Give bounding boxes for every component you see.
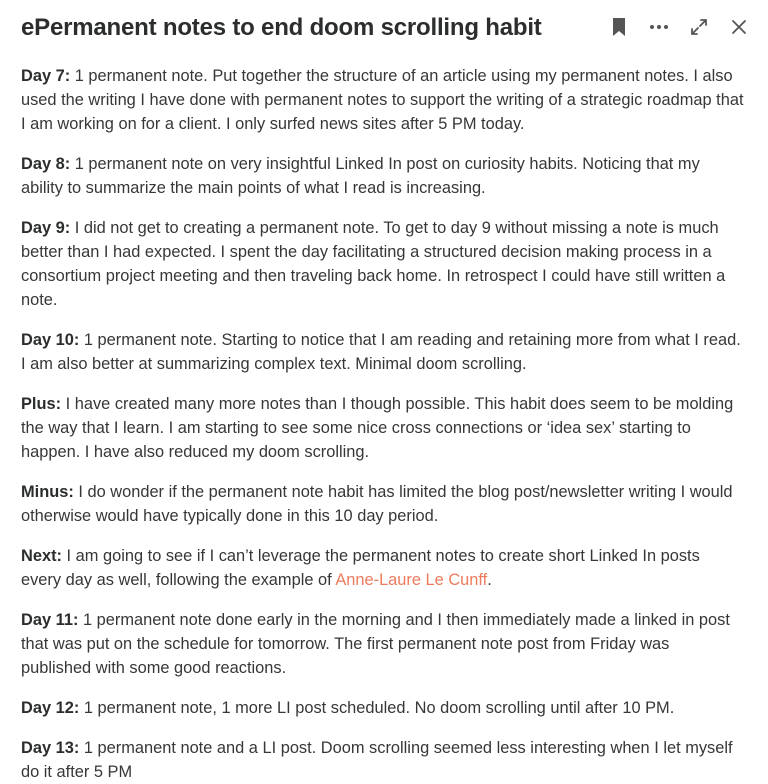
entry-day-12 [21, 696, 744, 720]
close-button[interactable] [726, 14, 752, 40]
entry-text: 1 permanent note. Starting to notice that I am reading and retaining more from what I read. I am also better at summarizing complex text. Minimal doom scrolling. [21, 331, 741, 373]
entry-label: Minus: [21, 483, 74, 501]
entry-label: Day 8: [21, 155, 71, 173]
entry-text: I do wonder if the permanent note habit has limited the blog post/newsletter writing I would otherwise would have typically done in this 10 day period. [21, 483, 733, 525]
entry-day-13 [21, 736, 744, 784]
expand-button[interactable] [686, 14, 712, 40]
entry-label: Next: [21, 547, 62, 565]
entry-minus [21, 480, 744, 528]
entry-next [21, 544, 744, 592]
entry-text: 1 permanent note and a LI post. Doom scrolling seemed less interesting when I let myself do it after 5 PM [21, 739, 733, 781]
header-actions [606, 14, 752, 40]
entry-plus [21, 392, 744, 464]
more-options-button[interactable] [646, 14, 672, 40]
entry-text: 1 permanent note, 1 more LI post scheduled. No doom scrolling until after 10 PM. [79, 699, 675, 717]
bookmark-icon [611, 17, 627, 37]
entry-day-8 [21, 152, 744, 200]
entry-text-end: . [487, 571, 492, 589]
note-body [0, 56, 768, 784]
entry-text: I am going to see if I can’t leverage the permanent notes to create short Linked In posts every day as well, following the example of [21, 547, 700, 589]
entry-label: Day 12: [21, 699, 80, 717]
note-header [0, 0, 768, 56]
more-icon [649, 24, 669, 30]
page-title: ePermanent notes to end doom scrolling habit [21, 14, 542, 41]
expand-icon [690, 18, 708, 36]
entry-text: 1 permanent note done early in the morning and I then immediately made a linked in post that was put on the schedule for tomorrow. The first permanent note post from Friday was published with some good reactions. [21, 611, 730, 677]
entry-day-10 [21, 328, 744, 376]
entry-text: 1 permanent note on very insightful Linked In post on curiosity habits. Noticing that my ability to summarize the main points of what I read is increasing. [21, 155, 700, 197]
entry-text: I did not get to creating a permanent note. To get to day 9 without missing a note is much better than I had expected. I spent the day facilitating a structured decision making process in a consortium project meeting and then traveling back home. In retrospect I could have still written a note. [21, 219, 726, 309]
entry-text: I have created many more notes than I though possible. This habit does seem to be molding the way that I learn. I am starting to see some nice cross connections or ‘idea sex’ starting to happen. I have also reduced my doom scrolling. [21, 395, 734, 461]
entry-label: Day 10: [21, 331, 80, 349]
entry-label: Day 7: [21, 67, 71, 85]
entry-day-9 [21, 216, 744, 312]
entry-label: Day 9: [21, 219, 71, 237]
entry-label: Plus: [21, 395, 62, 413]
close-icon [731, 19, 747, 35]
author-link[interactable]: Anne-Laure Le Cunff [335, 571, 488, 589]
entry-day-11 [21, 608, 744, 680]
bookmark-button[interactable] [606, 14, 632, 40]
entry-text: 1 permanent note. Put together the structure of an article using my permanent notes. I also used the writing I have done with permanent notes to support the writing of a strategic roadmap that I am working on for a client. I only surfed news sites after 5 PM today. [21, 67, 744, 133]
entry-label: Day 11: [21, 611, 79, 629]
entry-label: Day 13: [21, 739, 80, 757]
entry-day-7 [21, 64, 744, 136]
